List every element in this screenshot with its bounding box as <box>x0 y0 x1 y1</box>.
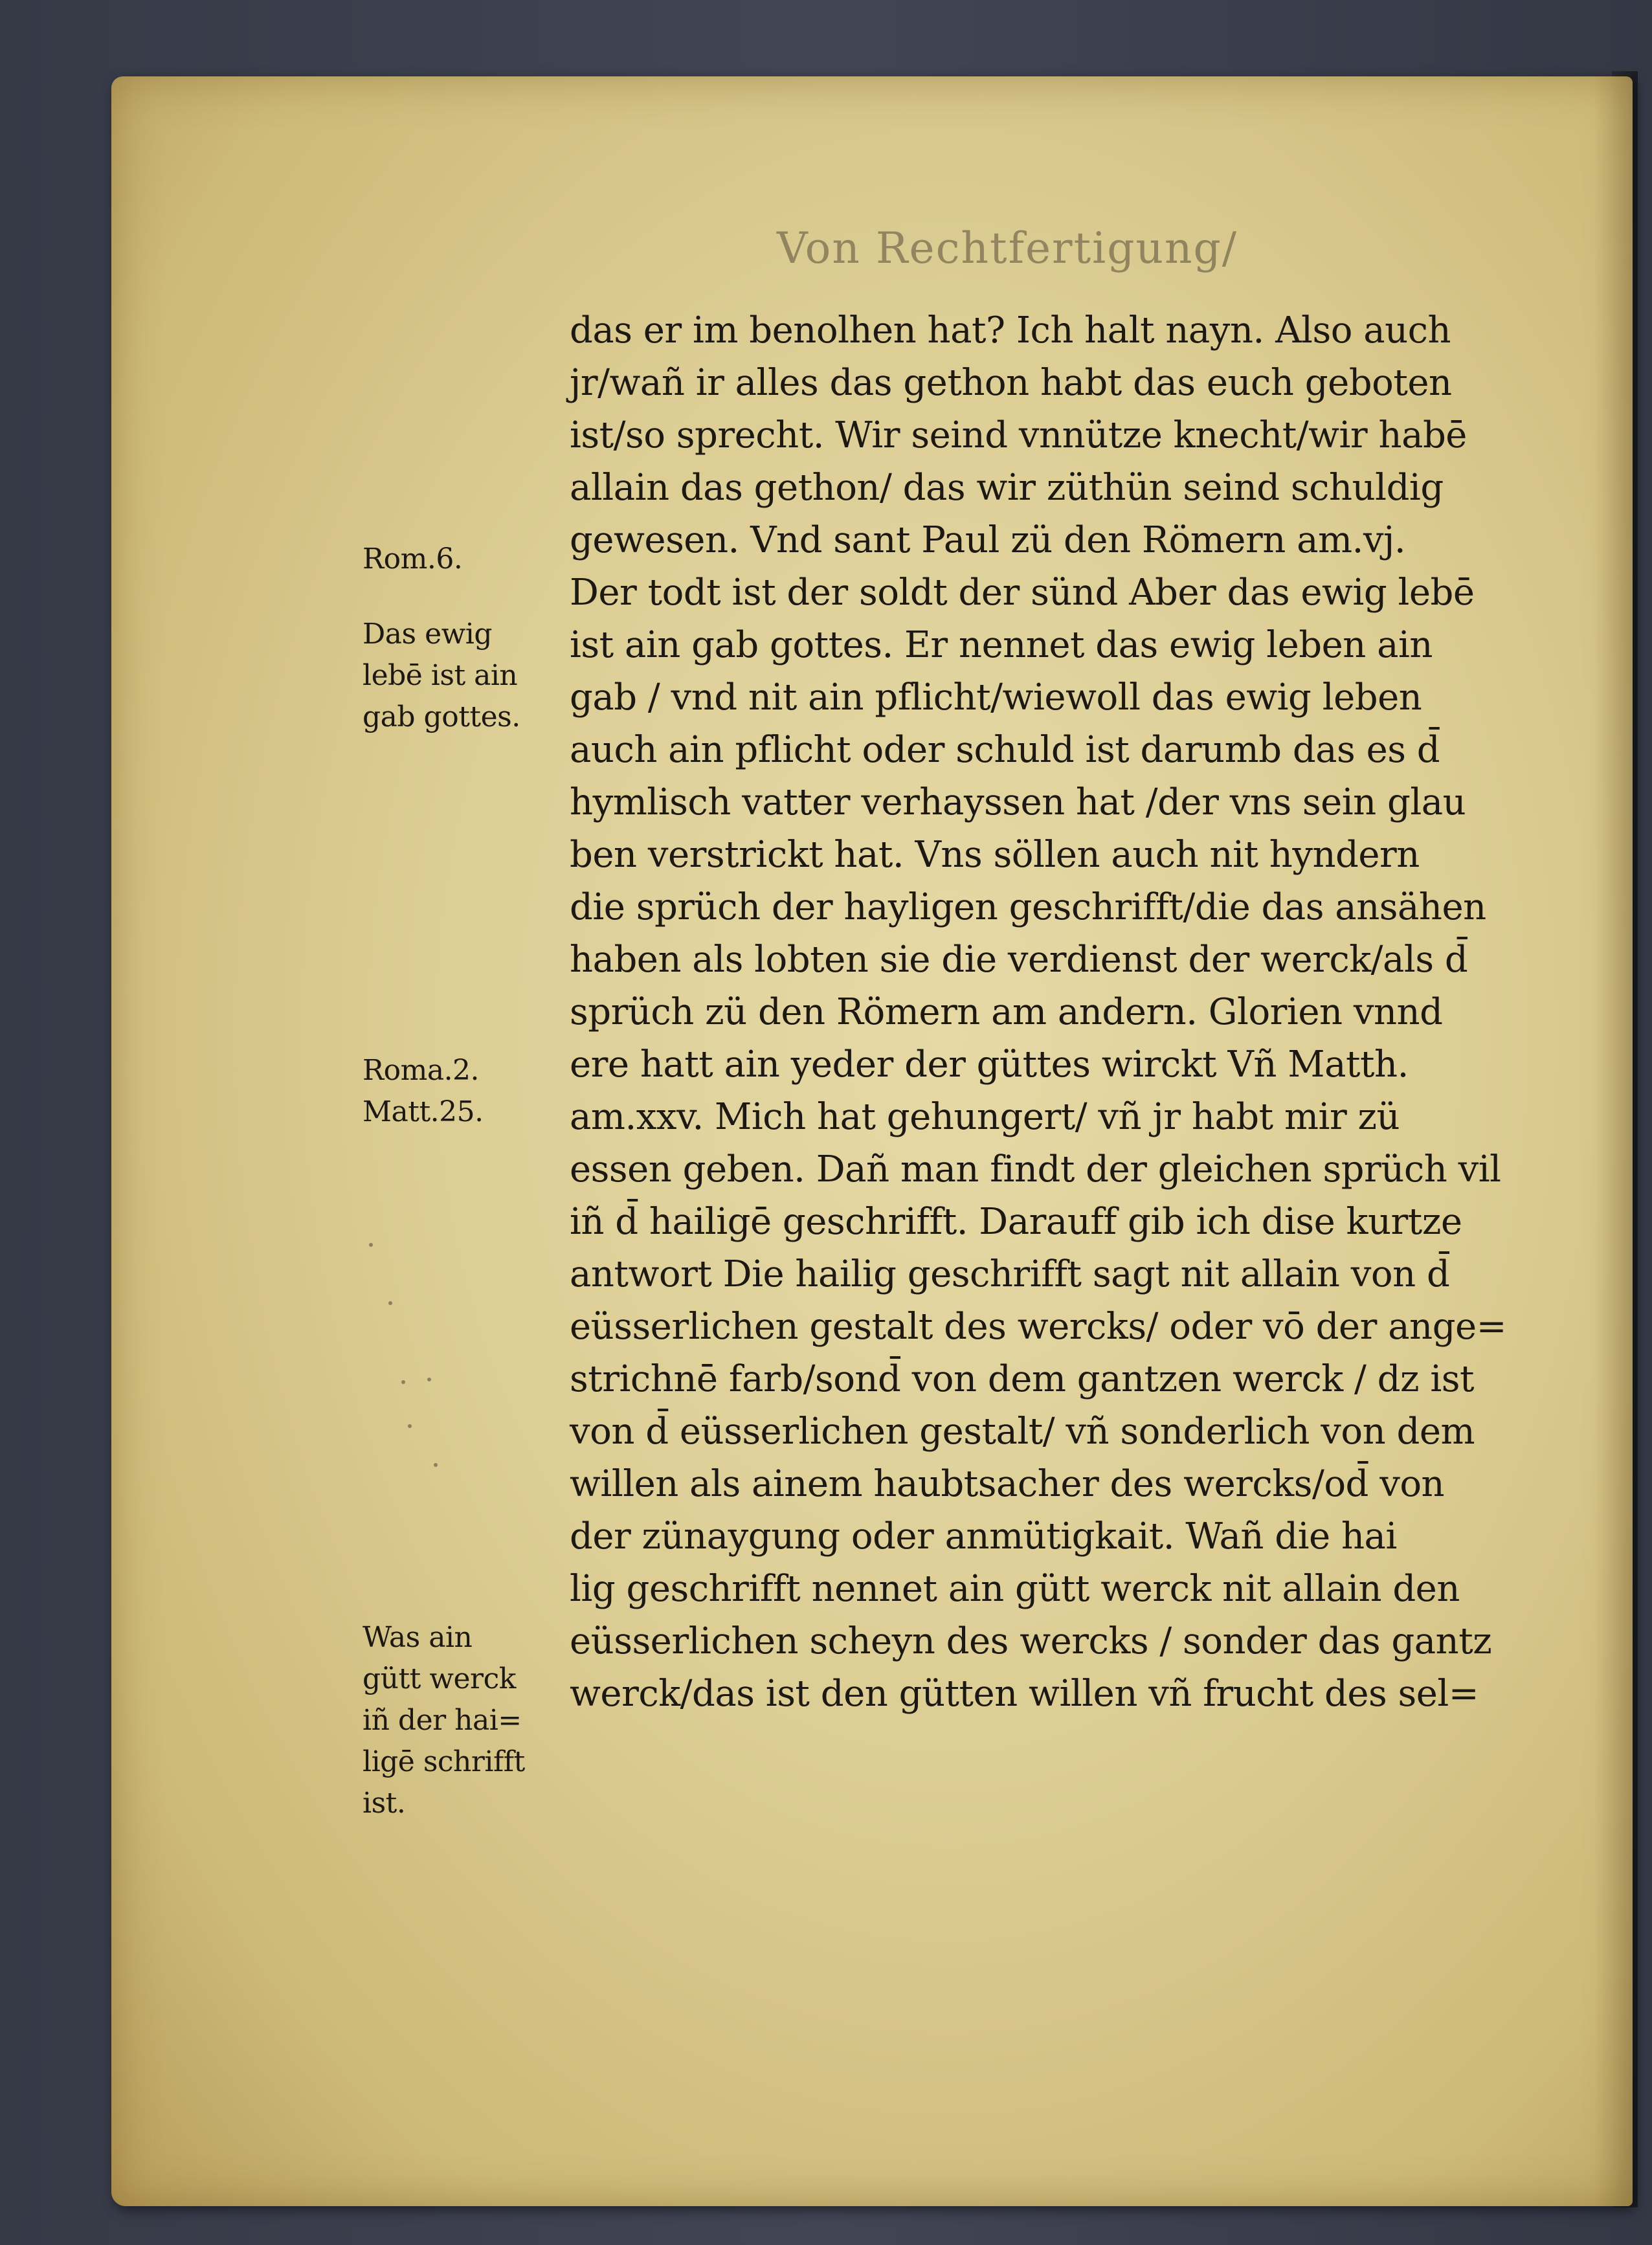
ink-speck <box>408 1424 412 1428</box>
ink-speck <box>401 1380 405 1384</box>
margin-note-line: gütt werck <box>363 1662 516 1695</box>
text-line: essen geben. Dañ man findt der gleichen sprüch vil <box>570 1148 1501 1190</box>
text-line: werck/das ist den gütten willen vñ frucht des sel= <box>570 1673 1479 1715</box>
ink-speck <box>427 1378 431 1381</box>
margin-note-line: ligē schrifft <box>363 1745 525 1778</box>
text-line: das er im benolhen hat? Ich halt nayn. Also auch <box>570 309 1451 352</box>
ink-speck <box>434 1463 438 1467</box>
text-line: haben als lobten sie die verdienst der werck/als d̄ <box>570 939 1468 981</box>
text-line: von d̄ eüsserlichen gestalt/ vñ sonderlich von dem <box>570 1411 1475 1453</box>
text-line: auch ain pflicht oder schuld ist darumb das es d̄ <box>570 729 1440 771</box>
margin-note-line: Das ewig <box>363 618 493 651</box>
text-line: iñ d̄ hailigē geschrifft. Darauff gib ich dise kurtze <box>570 1201 1462 1243</box>
text-line: allain das gethon/ das wir züthün seind schuldig <box>570 467 1444 509</box>
margin-note-line: ist. <box>363 1787 406 1820</box>
margin-note-line: Rom.6. <box>363 542 463 575</box>
text-line: der zünaygung oder anmütigkait. Wañ die hai <box>570 1515 1397 1558</box>
margin-note-rom6 <box>363 539 576 580</box>
margin-note-roma-matt <box>363 1050 576 1133</box>
text-line: hymlisch vatter verhayssen hat /der vns sein glau <box>570 781 1466 823</box>
text-line: am.xxv. Mich hat gehungert/ vñ jr habt mir zü <box>570 1096 1400 1138</box>
text-line: jr/wañ ir alles das gethon habt das euch geboten <box>570 362 1452 404</box>
ink-speck <box>388 1301 392 1305</box>
text-line: ist/so sprecht. Wir seind vnnütze knecht/wir habē <box>570 414 1467 456</box>
text-line: ere hatt ain yeder der güttes wirckt Vñ Matth. <box>570 1044 1409 1086</box>
text-line: willen als ainem haubtsacher des wercks/od̄ von <box>570 1463 1445 1505</box>
margin-note-line: lebē ist ain <box>363 659 518 692</box>
text-line: ben verstrickt hat. Vns söllen auch nit hyndern <box>570 834 1420 876</box>
margin-note-ewig-leben <box>363 614 576 738</box>
text-line: sprüch zü den Römern am andern. Glorien vnnd <box>570 991 1443 1033</box>
page-gutter-shadow <box>1594 76 1633 2206</box>
margin-note-line: Roma.2. <box>363 1054 480 1087</box>
text-line: gab / vnd nit ain pflicht/wiewoll das ewig leben <box>570 676 1422 719</box>
text-line: eüsserlichen scheyn des wercks / sonder das gantz <box>570 1620 1492 1662</box>
text-line: antwort Die hailig geschrifft sagt nit allain von d̄ <box>570 1253 1450 1295</box>
text-line: Der todt ist der soldt der sünd Aber das ewig lebē <box>570 572 1475 614</box>
text-line: die sprüch der hayligen geschrifft/die das ansähen <box>570 886 1486 928</box>
margin-note-line: Was ain <box>363 1621 473 1654</box>
text-line: lig geschrifft nennet ain gütt werck nit allain den <box>570 1568 1460 1610</box>
margin-note-line: Matt.25. <box>363 1095 484 1128</box>
ink-speck <box>369 1243 373 1247</box>
body-text <box>570 304 1554 1720</box>
margin-note-line: gab gottes. <box>363 700 520 733</box>
text-line: gewesen. Vnd sant Paul zü den Römern am.vj. <box>570 519 1406 561</box>
text-line: ist ain gab gottes. Er nennet das ewig leben ain <box>570 624 1433 666</box>
margin-note-line: iñ der hai= <box>363 1704 522 1737</box>
paper-specks <box>363 1230 466 1489</box>
text-line: strichnē farb/sond̄ von dem gantzen werck / dz ist <box>570 1358 1474 1400</box>
running-head: Von Rechtfertigung/ <box>777 223 1238 273</box>
text-line: eüsserlichen gestalt des wercks/ oder vō der ange= <box>570 1306 1507 1348</box>
margin-note-gut-werck <box>363 1617 576 1824</box>
